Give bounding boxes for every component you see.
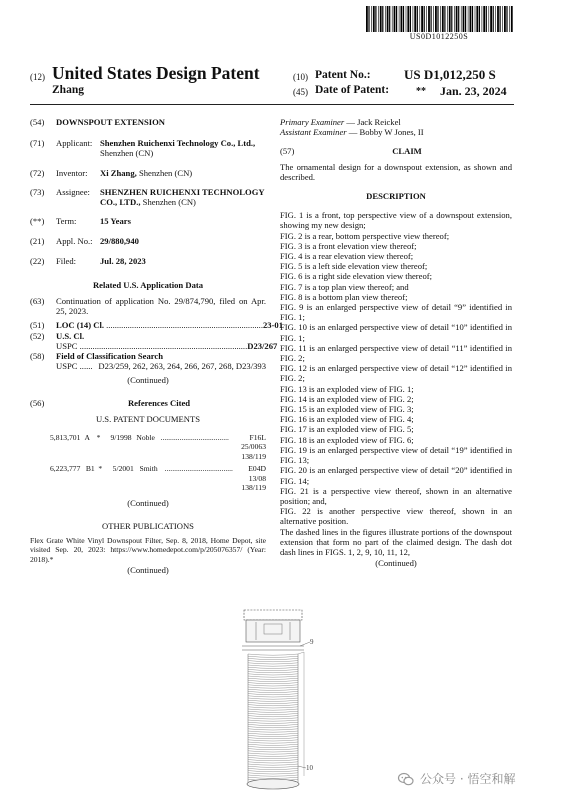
primary-examiner-label: Primary Examiner (280, 117, 345, 127)
filed-field (30, 256, 266, 266)
loc-value: 23-01 (262, 320, 284, 331)
us-cl-field (30, 331, 266, 341)
filed-label: Filed: (56, 255, 77, 266)
citation-number: 5,813,701 (50, 433, 81, 443)
term-field (30, 216, 266, 226)
date-marker: ** (416, 86, 426, 97)
description-line: The dashed lines in the figures illustrate portions of the downspout extension that form no part of the claimed design. The dash dot dash lines in FIGS. 1, 2, 9, 10, 11, 12, (280, 526, 512, 557)
citation-row: 6,223,777 B1 * 5/2001 Smith .................................... E04D 13/08 138/119 (50, 464, 266, 493)
right-column (280, 117, 512, 568)
description-line: FIG. 19 is an enlarged perspective view of detail “19” identified in FIG. 13; (280, 444, 512, 466)
applicant-field (30, 138, 266, 158)
field-search-label: Field of Classification Search (56, 351, 164, 362)
description-line: FIG. 18 is an exploded view of FIG. 6; (280, 434, 414, 445)
figure-label-9: 9 (310, 638, 314, 646)
field-code: (21) (30, 236, 45, 247)
assistant-examiner-label: Assistant Examiner (280, 127, 347, 138)
description-line: FIG. 2 is a rear, bottom perspective view thereof; (280, 230, 450, 241)
loc-label: LOC (14) Cl. (56, 320, 104, 331)
applicant-location: Shenzhen (CN) (100, 148, 154, 159)
citation-number: 6,223,777 (50, 464, 81, 474)
description-line: FIG. 15 is an exploded view of FIG. 3; (280, 404, 414, 415)
field-code: (63) (30, 296, 45, 307)
citation-class: E04D 13/08 (248, 464, 266, 483)
applicant-label: Applicant: (56, 138, 93, 149)
field-code: (58) (30, 351, 45, 362)
description-line: FIG. 7 is a top plan view thereof; and (280, 281, 409, 292)
citation-star: * (98, 464, 103, 474)
us-cl-label: U.S. Cl. (56, 330, 85, 341)
description-line: FIG. 14 is an exploded view of FIG. 2; (280, 393, 414, 404)
continuation-field (30, 296, 266, 316)
field-code: (22) (30, 255, 45, 266)
assistant-examiner (280, 127, 512, 137)
citation-kind: A (84, 433, 91, 443)
field-search (30, 351, 266, 361)
barcode (366, 6, 512, 32)
uspc-value: D23/267 (247, 340, 278, 351)
citation-star: * (96, 433, 101, 443)
watermark-text: 公众号 · 悟空和解 (420, 772, 516, 786)
assistant-examiner-name: — Bobby W Jones, II (348, 127, 424, 138)
citation-row: 5,813,701 A * 9/1998 Noble .................................... F16L 25/0063 138/119 (50, 433, 266, 461)
field-code: (56) (30, 397, 45, 408)
design-title: DOWNSPOUT EXTENSION (56, 117, 165, 127)
appl-no-value: 29/880,940 (100, 236, 139, 247)
document-title: United States Design Patent (52, 63, 260, 83)
citation-class-secondary: 138/119 (241, 483, 266, 493)
claim-heading: CLAIM (392, 146, 422, 157)
date-of-patent-label: Date of Patent: (315, 84, 390, 96)
citation-kind: B1 (85, 464, 95, 474)
claim-text: The ornamental design for a downspout extension, as shown and described. (280, 161, 512, 182)
filed-value: Jul. 28, 2023 (100, 255, 146, 266)
references-heading (30, 398, 266, 408)
field-search-sub: USPC ...... (56, 361, 93, 372)
description-line: FIG. 12 is an enlarged perspective view of detail “12” identified in FIG. 2; (280, 363, 512, 384)
term-value: 15 Years (100, 216, 131, 227)
appl-no-field (30, 236, 266, 246)
field-code: (57) (280, 146, 295, 157)
appl-no-label: Appl. No.: (56, 236, 93, 247)
uspc-field: USPC .............................................................................. D23/267 (56, 340, 278, 351)
assignee-location: Shenzhen (CN) (142, 197, 196, 208)
description-line: FIG. 13 is an exploded view of FIG. 1; (280, 383, 414, 394)
description-line: FIG. 10 is an enlarged perspective view of detail “10” identified in FIG. 1; (280, 322, 512, 343)
description-line: FIG. 4 is a rear elevation view thereof; (280, 251, 414, 262)
other-publications-heading: OTHER PUBLICATIONS (102, 520, 194, 531)
description-line: FIG. 20 is an enlarged perspective view of detail “20” identified in FIG. 14; (280, 465, 512, 486)
inventor-location: Shenzhen (CN) (138, 167, 193, 178)
description-line: FIG. 16 is an exploded view of FIG. 4; (280, 414, 414, 425)
description-line: FIG. 3 is a front elevation view thereof; (280, 240, 417, 251)
kind-code-45: (45) (293, 87, 308, 97)
description-heading: DESCRIPTION (366, 191, 426, 202)
description-line: FIG. 9 is an enlarged perspective view of detail “9” identified in FIG. 1; (280, 302, 512, 323)
loc-field: (51) LOC (14) Cl. ......................................................................... 23-01 (30, 320, 284, 331)
continued-label: (Continued) (375, 558, 417, 569)
citation-list (30, 433, 266, 492)
citation-date: 9/1998 (110, 433, 132, 443)
header-rule (30, 104, 514, 105)
other-publication: Flex Grate White Vinyl Downspout Filter, Sep. 8, 2018, Home Depot, site visited Sep. 20, 2023: https://www.homedepot.com/p/205076357/ (Year: 2018).* (30, 535, 266, 564)
claim-heading-row (280, 146, 512, 156)
field-search-values (30, 361, 266, 371)
primary-examiner-name: — Jack Reickel (346, 117, 401, 127)
assignee-label: Assignee: (56, 186, 90, 197)
uspc-label: USPC (56, 340, 78, 351)
patent-number: US D1,012,250 S (404, 67, 496, 82)
field-code: (51) (30, 320, 45, 331)
primary-examiner (280, 117, 512, 127)
us-patent-docs-heading: U.S. PATENT DOCUMENTS (95, 413, 201, 424)
continuation-text: Continuation of application No. 29/874,790, filed on Apr. 25, 2023. (56, 296, 266, 317)
field-code: (71) (30, 138, 45, 149)
field-code: (73) (30, 186, 45, 197)
description-line: FIG. 21 is a perspective view thereof, shown in an alternative position; and, (280, 485, 512, 506)
patent-number-label: Patent No.: (315, 69, 371, 81)
continued-label: (Continued) (127, 565, 169, 576)
description-line: FIG. 5 is a left side elevation view thereof; (280, 261, 428, 272)
title-field (30, 117, 266, 127)
field-search-value: D23/259, 262, 263, 264, 266, 267, 268, D23/393 (98, 361, 266, 372)
inventor-field (30, 168, 266, 178)
field-code: (72) (30, 167, 45, 178)
inventor-label: Inventor: (56, 167, 88, 178)
citation-date: 5/2001 (112, 464, 134, 474)
description-line: FIG. 1 is a front, top perspective view of a downspout extension, showing my new design; (280, 210, 512, 231)
inventor-surname: Zhang (52, 84, 84, 96)
description-line: FIG. 8 is a bottom plan view thereof; (280, 291, 408, 302)
assignee-field (30, 187, 266, 207)
field-code: (52) (30, 330, 45, 341)
description-body (280, 210, 512, 557)
description-line: FIG. 6 is a right side elevation view thereof; (280, 271, 433, 282)
description-line: FIG. 22 is another perspective view thereof, shown in an alternative position. (280, 506, 512, 527)
applicant-name: Shenzhen Ruichenxi Technology Co., Ltd., (100, 138, 256, 149)
kind-code-12: (12) (30, 72, 45, 82)
barcode-number: US0D1012250S (409, 32, 469, 41)
continued-label: (Continued) (127, 375, 169, 386)
field-code: (54) (30, 117, 45, 127)
related-data-heading: Related U.S. Application Data (92, 279, 204, 290)
citation-name: Smith (139, 464, 158, 474)
left-column (30, 117, 284, 576)
figure-label-10: 10 (306, 764, 313, 772)
date-of-patent: Jan. 23, 2024 (440, 84, 507, 98)
description-line: FIG. 11 is an enlarged perspective view of detail “11” identified in FIG. 2; (280, 342, 512, 364)
watermark (398, 770, 515, 787)
term-label: Term: (56, 216, 77, 227)
inventor-name: Xi Zhang, (100, 167, 137, 178)
citation-name: Noble (136, 433, 155, 443)
citation-class-secondary: 138/119 (241, 451, 266, 461)
assignee-name: SHENZHEN RUICHENXI TECHNOLOGY CO., LTD., (100, 186, 265, 208)
description-line: FIG. 17 is an exploded view of FIG. 5; (280, 424, 414, 435)
citation-class: F16L 25/0063 (241, 433, 266, 452)
references-cited-heading: References Cited (127, 397, 191, 408)
kind-code-10: (10) (293, 72, 308, 82)
downspout-extension-drawing (224, 606, 324, 800)
wechat-icon (398, 772, 414, 786)
continued-label: (Continued) (127, 497, 169, 508)
field-code: (**) (30, 216, 45, 227)
